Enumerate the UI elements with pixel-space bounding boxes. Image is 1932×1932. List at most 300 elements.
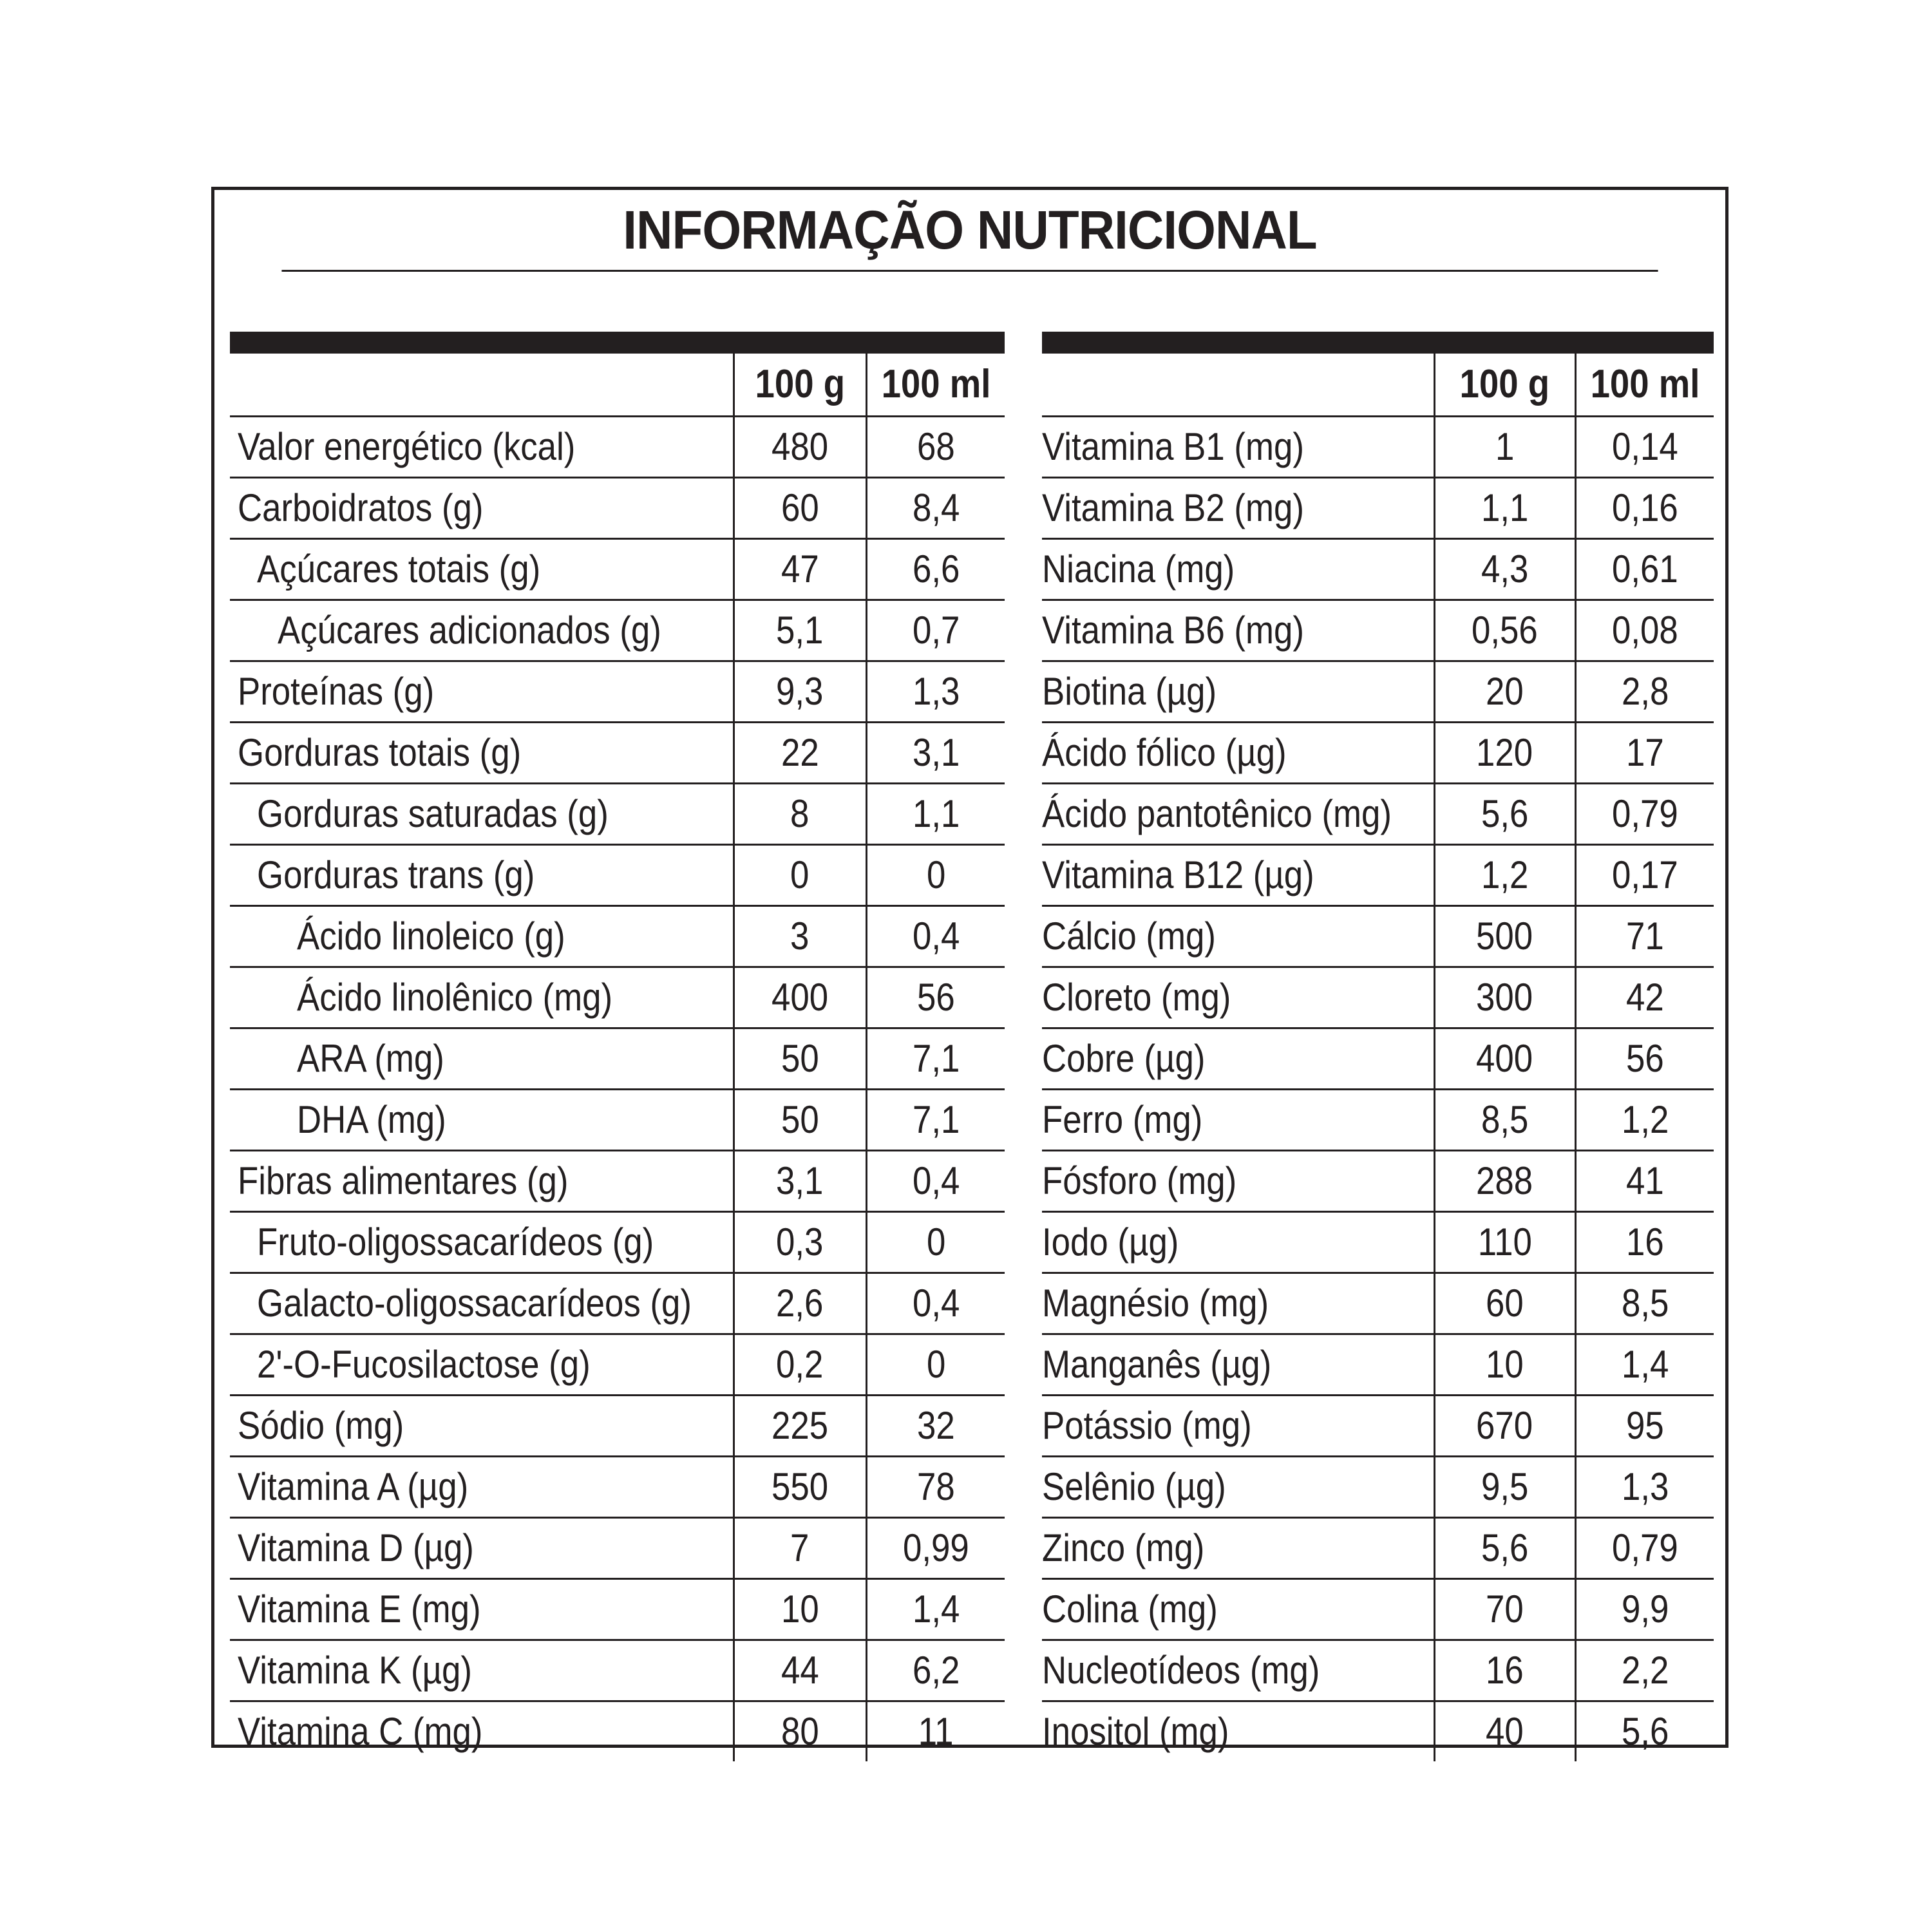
nutrient-name	[230, 906, 734, 967]
nutrient-name	[1042, 1396, 1434, 1457]
header-100ml-label: 100 ml	[1590, 362, 1700, 406]
table-row	[230, 1273, 1005, 1334]
table-row	[1042, 1212, 1714, 1273]
nutrient-name-label: Vitamina A (µg)	[238, 1465, 469, 1508]
table-row	[1042, 1090, 1714, 1151]
value-per-100ml-label: 0,08	[1611, 609, 1678, 652]
nutrient-name-label: Sódio (mg)	[238, 1404, 404, 1447]
value-per-100ml	[1575, 1396, 1714, 1457]
value-per-100g	[734, 1151, 866, 1212]
nutrient-name	[1042, 1518, 1434, 1579]
value-per-100ml-label: 0,17	[1611, 853, 1678, 896]
nutrient-name	[1042, 784, 1434, 845]
value-per-100g-label: 400	[1476, 1037, 1533, 1080]
value-per-100g-label: 1	[1495, 425, 1515, 468]
nutrient-name-label: 2'-O-Fucosilactose (g)	[257, 1343, 591, 1386]
value-per-100ml	[866, 1090, 1005, 1151]
value-per-100ml-label: 71	[1625, 914, 1664, 958]
nutrient-name	[230, 1457, 734, 1518]
value-per-100ml-label: 7,1	[912, 1037, 960, 1080]
nutrient-name	[230, 661, 734, 723]
value-per-100ml	[1575, 1579, 1714, 1640]
value-per-100g-label: 60	[1486, 1282, 1524, 1325]
value-per-100g-label: 480	[771, 425, 829, 468]
value-per-100g-label: 300	[1476, 976, 1533, 1019]
nutrient-name-label: Niacina (mg)	[1042, 547, 1235, 591]
value-per-100ml-label: 0,79	[1611, 1526, 1678, 1569]
table-row	[230, 417, 1005, 478]
value-per-100g-label: 500	[1476, 914, 1533, 958]
value-per-100ml-label: 42	[1625, 976, 1664, 1019]
value-per-100ml	[866, 417, 1005, 478]
value-per-100g	[1434, 1640, 1575, 1701]
nutrient-name	[230, 478, 734, 539]
table-row	[230, 661, 1005, 723]
value-per-100g	[1434, 1212, 1575, 1273]
header-100ml-label: 100 ml	[881, 362, 991, 406]
nutrient-name	[1042, 1090, 1434, 1151]
value-per-100ml	[1575, 1212, 1714, 1273]
nutrient-name-label: Cálcio (mg)	[1042, 914, 1216, 958]
value-per-100g	[1434, 1701, 1575, 1762]
table-row	[230, 1457, 1005, 1518]
value-per-100ml	[1575, 1457, 1714, 1518]
table-row	[230, 723, 1005, 784]
nutrient-name	[1042, 1701, 1434, 1762]
value-per-100g	[734, 1090, 866, 1151]
value-per-100ml-label: 95	[1625, 1404, 1664, 1447]
left-nutrient-column	[230, 332, 1005, 1761]
value-per-100g	[1434, 417, 1575, 478]
value-per-100g-label: 288	[1476, 1159, 1533, 1202]
header-100ml	[866, 354, 1005, 417]
table-row	[1042, 1028, 1714, 1090]
nutrient-name-label: Manganês (µg)	[1042, 1343, 1272, 1386]
value-per-100g	[734, 723, 866, 784]
value-per-100g	[1434, 539, 1575, 600]
value-per-100ml	[1575, 967, 1714, 1028]
table-row	[1042, 661, 1714, 723]
value-per-100g-label: 400	[771, 976, 829, 1019]
value-per-100g-label: 70	[1486, 1587, 1524, 1631]
value-per-100ml-label: 78	[916, 1465, 955, 1508]
nutrient-name	[1042, 967, 1434, 1028]
value-per-100ml	[1575, 784, 1714, 845]
table-row	[1042, 1518, 1714, 1579]
header-100g	[1434, 354, 1575, 417]
value-per-100g	[1434, 845, 1575, 906]
value-per-100ml-label: 0,79	[1611, 792, 1678, 835]
nutrient-name	[230, 967, 734, 1028]
nutrient-name	[230, 723, 734, 784]
value-per-100ml	[1575, 845, 1714, 906]
nutrient-name-label: Vitamina B2 (mg)	[1042, 486, 1304, 529]
nutrient-name-label: Açúcares totais (g)	[257, 547, 541, 591]
value-per-100ml-label: 1,1	[912, 792, 960, 835]
value-per-100g-label: 3	[790, 914, 810, 958]
value-per-100ml	[1575, 478, 1714, 539]
value-per-100g	[734, 478, 866, 539]
table-row	[1042, 1457, 1714, 1518]
value-per-100g-label: 5,6	[1481, 1526, 1529, 1569]
value-per-100ml-label: 8,4	[912, 486, 960, 529]
value-per-100g	[734, 1396, 866, 1457]
value-per-100ml-label: 68	[916, 425, 955, 468]
table-row	[230, 1518, 1005, 1579]
value-per-100g-label: 50	[781, 1037, 819, 1080]
value-per-100ml-label: 8,5	[1621, 1282, 1669, 1325]
value-per-100ml-label: 0,99	[902, 1526, 969, 1569]
value-per-100ml-label: 56	[916, 976, 955, 1019]
value-per-100ml	[866, 845, 1005, 906]
value-per-100g-label: 0,2	[776, 1343, 824, 1386]
value-per-100g	[1434, 1273, 1575, 1334]
table-row	[230, 1151, 1005, 1212]
value-per-100ml	[866, 1518, 1005, 1579]
nutrient-name-label: ARA (mg)	[297, 1037, 444, 1080]
value-per-100g-label: 1,1	[1481, 486, 1529, 529]
value-per-100ml-label: 2,2	[1621, 1649, 1669, 1692]
nutrient-name	[1042, 417, 1434, 478]
value-per-100ml-label: 5,6	[1621, 1710, 1669, 1753]
table-row	[230, 906, 1005, 967]
value-per-100ml	[1575, 1273, 1714, 1334]
value-per-100ml	[866, 1028, 1005, 1090]
value-per-100g-label: 16	[1486, 1649, 1524, 1692]
value-per-100ml	[866, 1396, 1005, 1457]
value-per-100ml	[866, 906, 1005, 967]
header-empty-cell	[230, 354, 734, 417]
value-per-100ml	[866, 967, 1005, 1028]
table-row	[230, 1334, 1005, 1396]
value-per-100ml-label: 41	[1625, 1159, 1664, 1202]
value-per-100ml	[866, 1457, 1005, 1518]
value-per-100ml	[866, 723, 1005, 784]
nutrient-name-label: Gorduras trans (g)	[257, 853, 535, 896]
nutrient-name	[230, 417, 734, 478]
value-per-100g	[1434, 478, 1575, 539]
table-row	[1042, 600, 1714, 661]
value-per-100g-label: 550	[771, 1465, 829, 1508]
nutrient-name	[230, 845, 734, 906]
table-row	[1042, 1396, 1714, 1457]
nutrient-name-label: Ácido pantotênico (mg)	[1042, 792, 1392, 835]
value-per-100ml	[866, 1212, 1005, 1273]
value-per-100ml-label: 9,9	[1621, 1587, 1669, 1631]
value-per-100ml-label: 0,7	[912, 609, 960, 652]
table-row	[1042, 478, 1714, 539]
value-per-100g-label: 225	[771, 1404, 829, 1447]
nutrient-name-label: Fruto-oligossacarídeos (g)	[257, 1220, 654, 1264]
value-per-100g-label: 80	[781, 1710, 819, 1753]
nutrient-name-label: Potássio (mg)	[1042, 1404, 1252, 1447]
value-per-100g-label: 8	[790, 792, 810, 835]
value-per-100ml-label: 0,4	[912, 1159, 960, 1202]
nutrient-name	[1042, 723, 1434, 784]
value-per-100ml-label: 1,4	[1621, 1343, 1669, 1386]
table-header-row	[1042, 354, 1714, 417]
value-per-100g	[1434, 661, 1575, 723]
value-per-100g	[1434, 1151, 1575, 1212]
value-per-100ml	[1575, 906, 1714, 967]
nutrient-name-label: Biotina (µg)	[1042, 670, 1217, 713]
header-bar	[1042, 332, 1714, 354]
value-per-100g	[734, 784, 866, 845]
value-per-100g	[1434, 600, 1575, 661]
nutrient-name	[1042, 1640, 1434, 1701]
value-per-100ml-label: 0	[926, 853, 945, 896]
nutrient-name-label: Ácido linoleico (g)	[297, 914, 565, 958]
value-per-100ml-label: 1,3	[1621, 1465, 1669, 1508]
table-row	[1042, 723, 1714, 784]
value-per-100ml	[866, 1151, 1005, 1212]
right-table-body	[1042, 354, 1714, 1761]
nutrient-name	[230, 1640, 734, 1701]
value-per-100g-label: 9,3	[776, 670, 824, 713]
value-per-100ml-label: 0	[926, 1343, 945, 1386]
value-per-100ml	[866, 661, 1005, 723]
value-per-100g	[1434, 1457, 1575, 1518]
table-row	[1042, 1579, 1714, 1640]
nutrient-name-label: Ácido linolênico (mg)	[297, 976, 613, 1019]
nutrient-name	[1042, 661, 1434, 723]
value-per-100ml-label: 0,14	[1611, 425, 1678, 468]
nutrient-name-label: Gorduras totais (g)	[238, 731, 522, 774]
value-per-100ml-label: 56	[1625, 1037, 1664, 1080]
value-per-100ml	[1575, 1151, 1714, 1212]
nutrient-name	[230, 1579, 734, 1640]
nutrient-name-label: Gorduras saturadas (g)	[257, 792, 609, 835]
nutrient-name-label: Fósforo (mg)	[1042, 1159, 1237, 1202]
table-row	[230, 1701, 1005, 1762]
nutrient-name	[230, 1212, 734, 1273]
value-per-100ml	[1575, 1518, 1714, 1579]
value-per-100g-label: 40	[1486, 1710, 1524, 1753]
nutrition-facts-panel	[211, 187, 1728, 1753]
value-per-100g	[734, 1518, 866, 1579]
nutrient-name	[230, 539, 734, 600]
table-row	[230, 967, 1005, 1028]
value-per-100g-label: 10	[1486, 1343, 1524, 1386]
value-per-100ml	[1575, 1028, 1714, 1090]
nutrient-name	[230, 1334, 734, 1396]
value-per-100g-label: 1,2	[1481, 853, 1529, 896]
value-per-100g-label: 0,3	[776, 1220, 824, 1264]
value-per-100g	[1434, 1518, 1575, 1579]
value-per-100g-label: 2,6	[776, 1282, 824, 1325]
nutrient-name-label: Iodo (µg)	[1042, 1220, 1179, 1264]
value-per-100ml	[866, 1273, 1005, 1334]
nutrient-name-label: Fibras alimentares (g)	[238, 1159, 569, 1202]
nutrient-name-label: Vitamina K (µg)	[238, 1649, 472, 1692]
nutrient-name	[1042, 1457, 1434, 1518]
table-row	[230, 1090, 1005, 1151]
value-per-100ml-label: 3,1	[912, 731, 960, 774]
value-per-100ml	[866, 600, 1005, 661]
value-per-100ml-label: 11	[918, 1710, 954, 1753]
nutrient-name-label: Vitamina D (µg)	[238, 1526, 474, 1569]
nutrient-name-label: Carboidratos (g)	[238, 486, 484, 529]
left-nutrient-table	[230, 354, 1005, 1761]
value-per-100g-label: 0	[790, 853, 810, 896]
nutrient-name	[1042, 1151, 1434, 1212]
value-per-100ml-label: 0,4	[912, 1282, 960, 1325]
value-per-100ml	[1575, 1701, 1714, 1762]
nutrient-name	[230, 1273, 734, 1334]
nutrient-name	[1042, 478, 1434, 539]
value-per-100g-label: 5,1	[776, 609, 824, 652]
table-row	[1042, 1640, 1714, 1701]
value-per-100g	[734, 1028, 866, 1090]
value-per-100g	[734, 967, 866, 1028]
left-table-body	[230, 354, 1005, 1761]
nutrient-name-label: Valor energético (kcal)	[238, 425, 576, 468]
table-header-row	[230, 354, 1005, 417]
nutrient-name-label: DHA (mg)	[297, 1098, 446, 1141]
table-row	[230, 539, 1005, 600]
table-row	[1042, 845, 1714, 906]
nutrient-name	[1042, 1028, 1434, 1090]
nutrient-name-label: Cloreto (mg)	[1042, 976, 1231, 1019]
nutrient-name	[230, 1396, 734, 1457]
value-per-100g	[1434, 1334, 1575, 1396]
value-per-100ml	[866, 1640, 1005, 1701]
value-per-100g	[734, 1334, 866, 1396]
table-row	[1042, 417, 1714, 478]
value-per-100g-label: 60	[781, 486, 819, 529]
value-per-100g	[1434, 1579, 1575, 1640]
header-100g-label: 100 g	[1459, 362, 1550, 406]
value-per-100g-label: 44	[781, 1649, 819, 1692]
value-per-100g-label: 47	[781, 547, 819, 591]
table-row	[230, 1396, 1005, 1457]
nutrient-name-label: Açúcares adicionados (g)	[278, 609, 661, 652]
value-per-100g	[1434, 1396, 1575, 1457]
value-per-100g	[734, 1701, 866, 1762]
value-per-100g-label: 110	[1477, 1220, 1532, 1264]
nutrient-name-label: Colina (mg)	[1042, 1587, 1218, 1631]
value-per-100g-label: 3,1	[776, 1159, 824, 1202]
page-title: INFORMAÇÃO NUTRICIONAL	[281, 190, 1658, 272]
table-row	[230, 478, 1005, 539]
value-per-100g-label: 50	[781, 1098, 819, 1141]
value-per-100g	[734, 1640, 866, 1701]
nutrient-name	[1042, 600, 1434, 661]
table-row	[1042, 906, 1714, 967]
value-per-100ml-label: 17	[1625, 731, 1664, 774]
table-row	[230, 600, 1005, 661]
value-per-100ml-label: 0	[926, 1220, 945, 1264]
nutrient-name-label: Vitamina B1 (mg)	[1042, 425, 1304, 468]
value-per-100g	[734, 906, 866, 967]
value-per-100ml-label: 0,61	[1611, 547, 1678, 591]
nutrient-name-label: Zinco (mg)	[1042, 1526, 1205, 1569]
value-per-100ml	[1575, 417, 1714, 478]
value-per-100ml-label: 1,4	[912, 1587, 960, 1631]
value-per-100g	[734, 1579, 866, 1640]
value-per-100g-label: 9,5	[1481, 1465, 1529, 1508]
value-per-100g	[734, 417, 866, 478]
value-per-100g-label: 5,6	[1481, 792, 1529, 835]
nutrient-name	[1042, 539, 1434, 600]
value-per-100g-label: 4,3	[1481, 547, 1529, 591]
value-per-100ml	[866, 1701, 1005, 1762]
value-per-100g-label: 20	[1486, 670, 1524, 713]
header-empty-cell	[1042, 354, 1434, 417]
value-per-100g-label: 7	[790, 1526, 810, 1569]
nutrient-name	[1042, 1579, 1434, 1640]
nutrient-name-label: Vitamina C (mg)	[238, 1710, 483, 1753]
value-per-100ml-label: 0,16	[1611, 486, 1678, 529]
header-100ml	[1575, 354, 1714, 417]
right-nutrient-table	[1042, 354, 1714, 1761]
value-per-100ml	[1575, 1640, 1714, 1701]
value-per-100g	[1434, 967, 1575, 1028]
right-nutrient-column	[1042, 332, 1714, 1761]
value-per-100ml	[1575, 600, 1714, 661]
value-per-100g	[734, 600, 866, 661]
value-per-100ml-label: 1,3	[912, 670, 960, 713]
nutrient-name-label: Nucleotídeos (mg)	[1042, 1649, 1320, 1692]
value-per-100ml-label: 2,8	[1621, 670, 1669, 713]
table-row	[230, 1579, 1005, 1640]
nutrient-name-label: Vitamina E (mg)	[238, 1587, 481, 1631]
value-per-100g	[734, 661, 866, 723]
value-per-100g	[1434, 784, 1575, 845]
table-row	[230, 1212, 1005, 1273]
value-per-100ml	[866, 539, 1005, 600]
value-per-100g	[734, 1212, 866, 1273]
value-per-100ml	[1575, 539, 1714, 600]
value-per-100ml-label: 7,1	[912, 1098, 960, 1141]
value-per-100g-label: 120	[1476, 731, 1533, 774]
nutrient-name-label: Selênio (µg)	[1042, 1465, 1226, 1508]
value-per-100ml-label: 16	[1625, 1220, 1664, 1264]
nutrient-name	[1042, 906, 1434, 967]
table-row	[1042, 1701, 1714, 1762]
table-row	[1042, 784, 1714, 845]
nutrient-name	[1042, 845, 1434, 906]
value-per-100g	[1434, 1028, 1575, 1090]
value-per-100g	[734, 1273, 866, 1334]
value-per-100ml-label: 6,2	[912, 1649, 960, 1692]
value-per-100ml	[866, 1334, 1005, 1396]
header-bar	[230, 332, 1005, 354]
nutrient-name-label: Magnésio (mg)	[1042, 1282, 1269, 1325]
value-per-100ml	[1575, 723, 1714, 784]
value-per-100g	[734, 539, 866, 600]
table-row	[1042, 1273, 1714, 1334]
nutrient-name-label: Ferro (mg)	[1042, 1098, 1203, 1141]
nutrient-name	[1042, 1334, 1434, 1396]
table-row	[230, 845, 1005, 906]
value-per-100ml	[866, 478, 1005, 539]
value-per-100g-label: 22	[781, 731, 819, 774]
value-per-100ml	[1575, 1090, 1714, 1151]
value-per-100ml-label: 0,4	[912, 914, 960, 958]
value-per-100g	[1434, 1090, 1575, 1151]
value-per-100g-label: 0,56	[1472, 609, 1538, 652]
value-per-100ml-label: 1,2	[1621, 1098, 1669, 1141]
value-per-100g-label: 10	[781, 1587, 819, 1631]
table-row	[230, 1028, 1005, 1090]
nutrient-name	[230, 1701, 734, 1762]
value-per-100ml	[1575, 661, 1714, 723]
nutrient-name	[230, 600, 734, 661]
value-per-100g-label: 8,5	[1481, 1098, 1529, 1141]
table-row	[230, 1640, 1005, 1701]
value-per-100ml-label: 6,6	[912, 547, 960, 591]
